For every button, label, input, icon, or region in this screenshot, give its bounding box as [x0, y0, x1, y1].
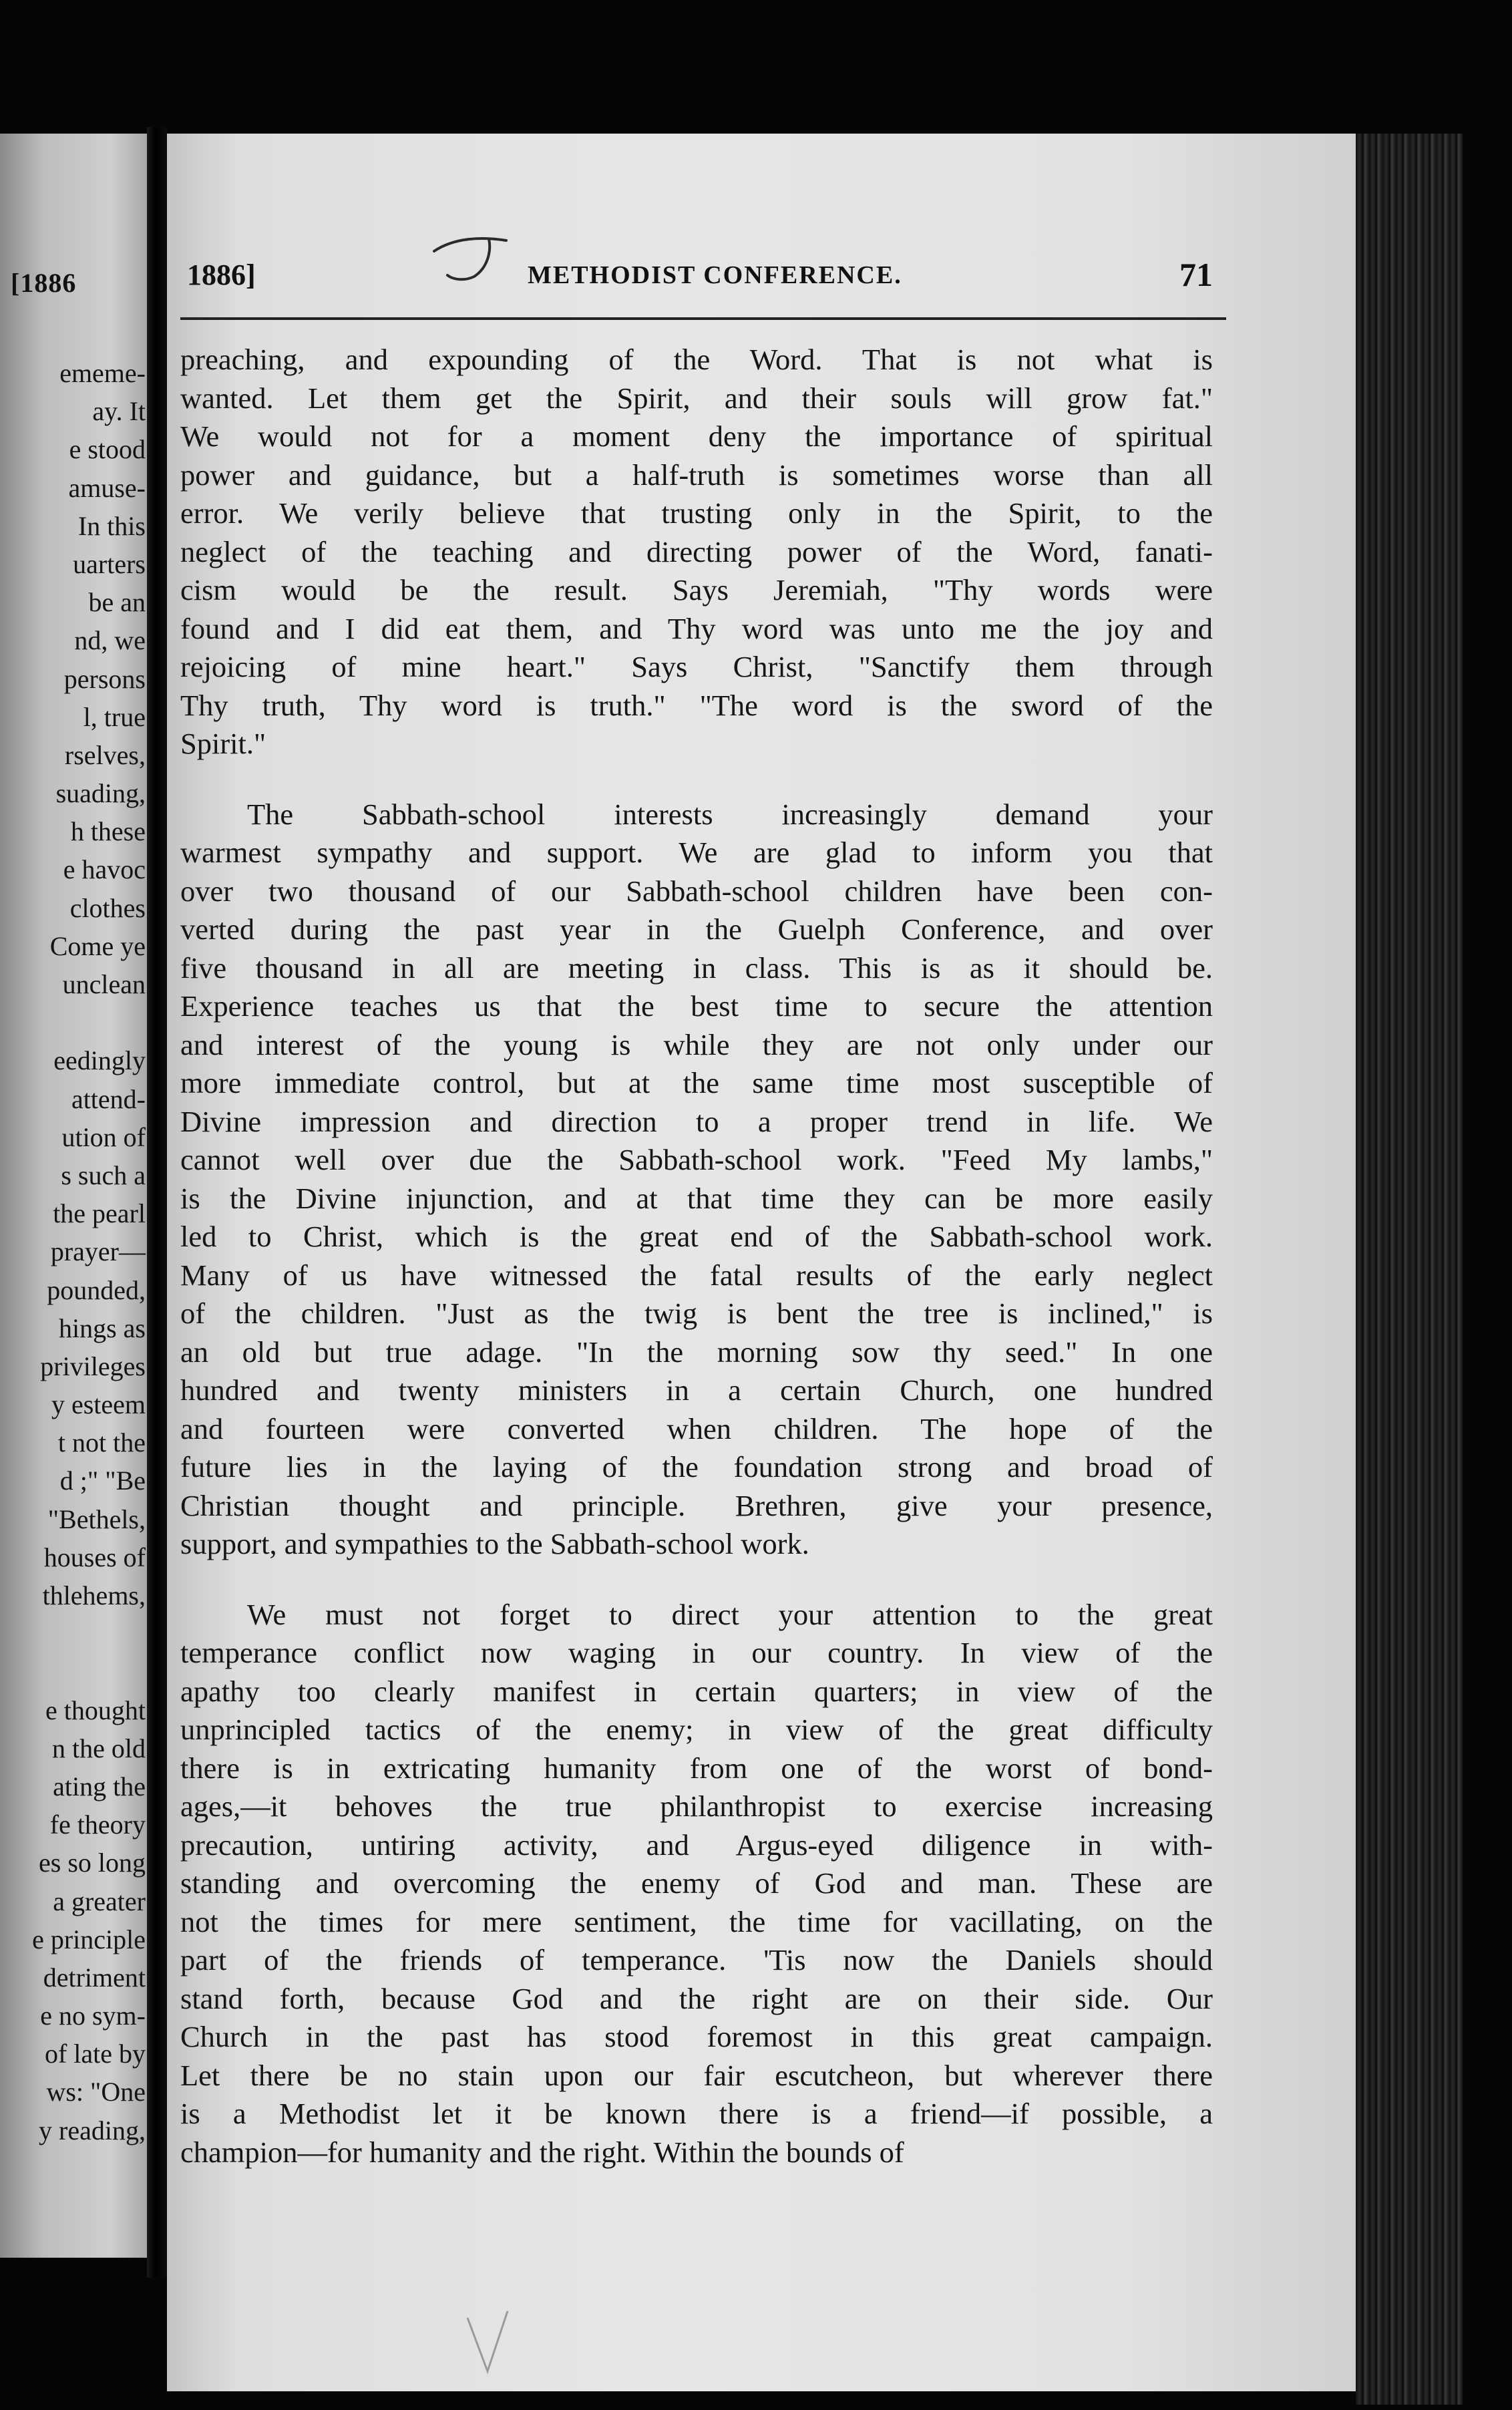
facing-page-line: houses of: [43, 1542, 146, 1572]
text-line: We must not forget to direct your attention to the great: [247, 1597, 1213, 1631]
facing-page-line: ws: "One: [46, 2077, 146, 2107]
header-year: 1886]: [187, 259, 256, 291]
text-line: precaution, untiring activity, and Argus-eyed diligence in with-: [180, 1828, 1213, 1862]
text-line: there is in extricating humanity from one of the worst of bond-: [180, 1751, 1213, 1785]
facing-page-line: be an: [88, 587, 146, 618]
text-line: Let there be no stain upon our fair escutcheon, but wherever there: [180, 2058, 1213, 2092]
text-line: Spirit.": [180, 727, 266, 760]
facing-page-line: e havoc: [63, 854, 146, 885]
text-line: an old but true adage. "In the morning sow thy seed." In one: [180, 1335, 1213, 1369]
pencil-mark-icon: [427, 231, 514, 285]
text-line: support, and sympathies to the Sabbath-school work.: [180, 1527, 809, 1560]
facing-page-line: ememe-: [59, 358, 146, 388]
facing-page-line: thlehems,: [42, 1580, 146, 1610]
book-gutter: [147, 127, 167, 2278]
header-rule: [180, 317, 1226, 320]
text-line: of the children. "Just as the twig is bent the tree is inclined," is: [180, 1297, 1213, 1330]
paragraph: [180, 796, 1213, 1564]
facing-page-line: detriment: [43, 1962, 146, 1993]
facing-page-line: attend-: [71, 1083, 146, 1114]
text-line: temperance conflict now waging in our country. In view of the: [180, 1636, 1213, 1669]
facing-page-line: Come ye: [49, 930, 146, 961]
facing-page-line: of late by: [44, 2039, 146, 2069]
page-body: [180, 341, 1213, 2172]
text-line: Church in the past has stood foremost in this great campaign.: [180, 2020, 1213, 2053]
facing-page-line: persons: [63, 663, 146, 694]
text-line: The Sabbath-school interests increasingly demand your: [247, 797, 1213, 831]
facing-page-line: fe theory: [49, 1810, 146, 1840]
facing-page-line: hings as: [59, 1313, 146, 1343]
text-line: apathy too clearly manifest in certain quarters; in view of the: [180, 1674, 1213, 1708]
text-line: future lies in the laying of the foundation strong and broad of: [180, 1450, 1213, 1484]
facing-page-line: l, true: [83, 701, 146, 732]
facing-page-line: [0, 1003, 146, 1041]
facing-page-line: [0, 1614, 146, 1653]
text-line: cism would be the result. Says Jeremiah, "Thy words were: [180, 573, 1213, 607]
text-line: found and I did eat them, and Thy word was unto me the joy and: [180, 611, 1213, 645]
text-line: Divine impression and direction to a proper trend in life. We: [180, 1104, 1213, 1138]
text-line: We would not for a moment deny the importance of spiritual: [180, 419, 1213, 453]
facing-page-line: nd, we: [74, 625, 146, 656]
facing-page-line: e no sym-: [40, 2001, 146, 2031]
facing-page-line: e principle: [32, 1924, 146, 1954]
text-line: verted during the past year in the Guelph Conference, and over: [180, 912, 1213, 946]
facing-page-fragment: [0, 134, 147, 2258]
paragraph: [180, 341, 1213, 763]
text-line: stand forth, because God and the right are on their side. Our: [180, 1981, 1213, 2015]
text-line: power and guidance, but a half-truth is sometimes worse than all: [180, 458, 1213, 492]
facing-page-line: d ;" "Be: [59, 1466, 146, 1496]
text-line: champion—for humanity and the right. Within the bounds of: [180, 2135, 904, 2169]
text-line: and fourteen were converted when children. The hope of the: [180, 1411, 1213, 1445]
facing-page-line: s such a: [61, 1160, 146, 1190]
facing-page-line: eedingly: [53, 1045, 146, 1076]
text-line: cannot well over due the Sabbath-school work. "Feed My lambs,": [180, 1143, 1213, 1176]
text-line: Experience teaches us that the best time to secure the attention: [180, 989, 1213, 1023]
facing-page-line: y reading,: [39, 2115, 146, 2145]
facing-page-line: e stood: [69, 434, 146, 465]
text-line: more immediate control, but at the same time most susceptible of: [180, 1066, 1213, 1099]
facing-page-line: the pearl: [53, 1198, 146, 1229]
facing-page-line: uarters: [73, 548, 146, 579]
facing-page-line: a greater: [53, 1886, 146, 1916]
page-number: 71: [1179, 256, 1213, 293]
text-line: five thousand in all are meeting in class. This is as it should be.: [180, 951, 1213, 985]
text-line: neglect of the teaching and directing power of the Word, fanati-: [180, 534, 1213, 568]
facing-page-line: ution of: [61, 1122, 146, 1152]
facing-page-line: n the old: [52, 1733, 146, 1763]
running-header: [180, 258, 1213, 298]
text-line: not the times for mere sentiment, the time for vacillating, on the: [180, 1904, 1213, 1938]
facing-page-line: amuse-: [68, 472, 146, 503]
text-line: Thy truth, Thy word is truth." "The word is the sword of the: [180, 688, 1213, 722]
text-line: hundred and twenty ministers in a certain Church, one hundred: [180, 1373, 1213, 1407]
page-edges: [1356, 134, 1463, 2405]
text-line: error. We verily believe that trusting only in the Spirit, to the: [180, 496, 1213, 530]
text-line: over two thousand of our Sabbath-school children have been con-: [180, 874, 1213, 908]
facing-page-line: ating the: [53, 1771, 146, 1801]
facing-page-line: clothes: [69, 892, 146, 923]
book-page: [167, 134, 1356, 2391]
facing-page-line: h these: [70, 816, 146, 847]
facing-page-line: unclean: [62, 969, 146, 999]
header-title: METHODIST CONFERENCE.: [528, 261, 902, 289]
facing-page-line: In this: [77, 510, 146, 541]
text-line: is the Divine injunction, and at that time they can be more easily: [180, 1181, 1213, 1215]
text-line: Christian thought and principle. Brethren, give your presence,: [180, 1488, 1213, 1522]
facing-page-line: rselves,: [64, 739, 146, 770]
facing-page-line: e thought: [45, 1695, 146, 1725]
text-line: led to Christ, which is the great end of the Sabbath-school work.: [180, 1220, 1213, 1253]
text-line: unprincipled tactics of the enemy; in view of the great difficulty: [180, 1713, 1213, 1746]
facing-page-line: t not the: [57, 1427, 146, 1458]
facing-page-line: suading,: [55, 778, 146, 809]
text-line: part of the friends of temperance. 'Tis now the Daniels should: [180, 1943, 1213, 1976]
text-line: wanted. Let them get the Spirit, and their souls will grow fat.": [180, 381, 1213, 415]
pencil-check-icon: [461, 2304, 541, 2378]
text-line: is a Methodist let it be known there is a friend—if possible, a: [180, 2097, 1213, 2130]
text-line: and interest of the young is while they are not only under our: [180, 1027, 1213, 1061]
text-line: preaching, and expounding of the Word. That is not what is: [180, 343, 1213, 376]
facing-page-line: pounded,: [47, 1274, 146, 1305]
facing-page-line: y esteem: [51, 1389, 146, 1420]
facing-page-header: [1886: [11, 268, 77, 298]
facing-page-line: [0, 1653, 146, 1691]
facing-page-line: ay. It: [92, 396, 146, 427]
facing-page-line: es so long: [39, 1848, 146, 1878]
paragraph: [180, 1596, 1213, 2172]
text-line: standing and overcoming the enemy of God and man. These are: [180, 1866, 1213, 1900]
text-line: ages,—it behoves the true philanthropist to exercise increasing: [180, 1789, 1213, 1823]
facing-page-line: prayer—: [50, 1236, 146, 1267]
text-line: Many of us have witnessed the fatal results of the early neglect: [180, 1258, 1213, 1292]
facing-page-text: [0, 354, 146, 2149]
facing-page-line: privileges: [40, 1351, 146, 1381]
text-line: warmest sympathy and support. We are glad to inform you that: [180, 836, 1213, 869]
facing-page-line: "Bethels,: [47, 1504, 146, 1534]
text-line: rejoicing of mine heart." Says Christ, "Sanctify them through: [180, 650, 1213, 683]
